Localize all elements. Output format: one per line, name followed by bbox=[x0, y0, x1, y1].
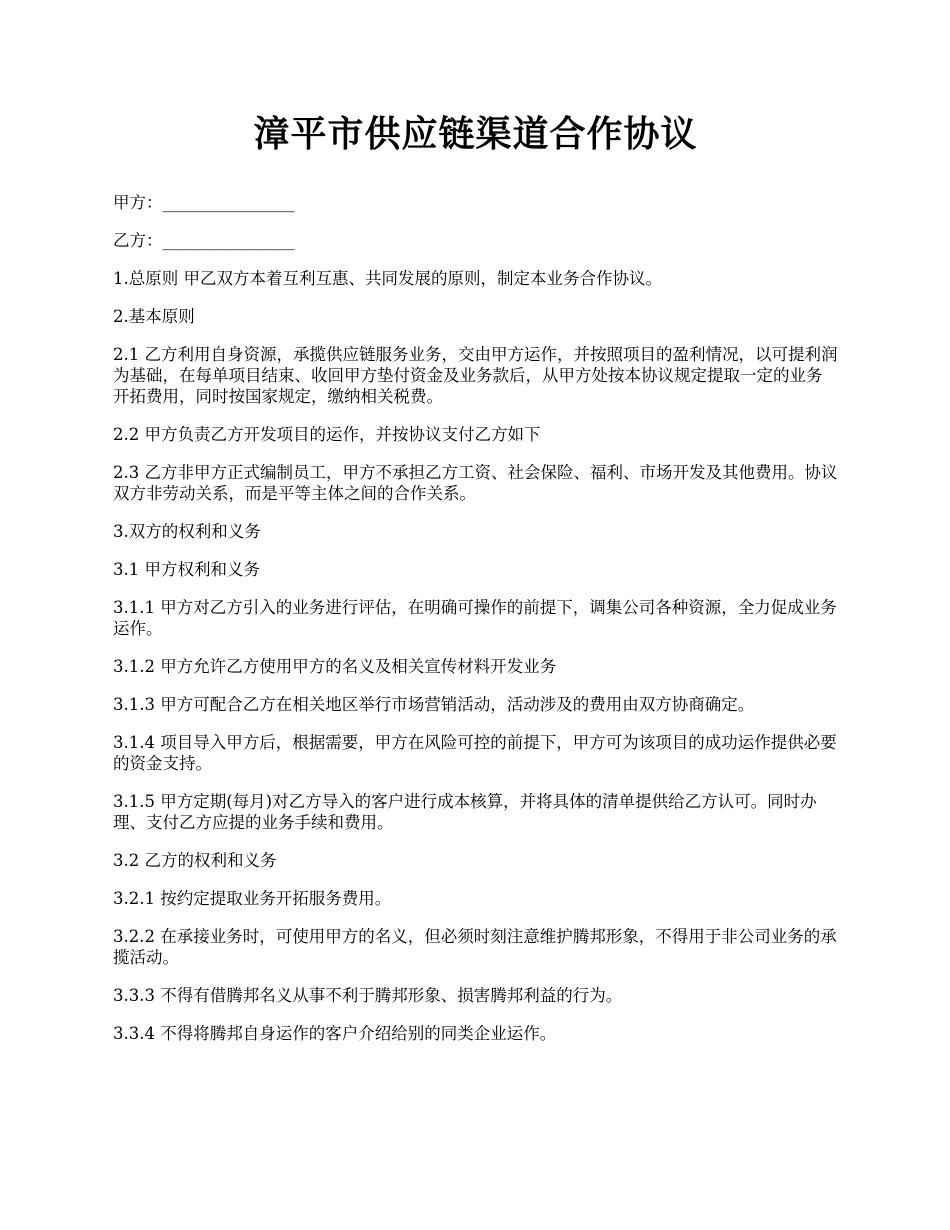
document-title: 漳平市供应链渠道合作协议 bbox=[253, 113, 698, 155]
clause-3-1-5: 3.1.5 甲方定期(每月)对乙方导入的客户进行成本核算，并将具体的清单提供给乙方认可。同时办理、支付乙方应提的业务手续和费用。 bbox=[113, 792, 817, 832]
party-a-line: 甲方：________________ bbox=[113, 193, 295, 212]
clause-3-2-heading: 3.2 乙方的权利和义务 bbox=[113, 851, 277, 870]
clause-3-1-3: 3.1.3 甲方可配合乙方在相关地区举行市场营销活动，活动涉及的费用由双方协商确定。 bbox=[113, 695, 755, 714]
clause-3-2-2: 3.2.2 在承接业务时，可使用甲方的名义，但必须时刻注意维护腾邦形象，不得用于非公司业务的承揽活动。 bbox=[113, 927, 837, 967]
clause-2-heading: 2.基本原则 bbox=[113, 307, 195, 326]
clause-2-3: 2.3 乙方非甲方正式编制员工，甲方不承担乙方工资、社会保险、福利、市场开发及其他费用。协议双方非劳动关系，而是平等主体之间的合作关系。 bbox=[113, 463, 838, 503]
clause-3-2-1: 3.2.1 按约定提取业务开拓服务费用。 bbox=[113, 889, 392, 908]
clause-3-1-4: 3.1.4 项目导入甲方后，根据需要，甲方在风险可控的前提下，甲方可为该项目的成功运作提供必要的资金支持。 bbox=[113, 733, 837, 773]
clause-3-3-4: 3.3.4 不得将腾邦自身运作的客户介绍给别的同类企业运作。 bbox=[113, 1024, 557, 1043]
party-b-line: 乙方：________________ bbox=[113, 231, 295, 250]
clause-1-general-principle: 1.总原则 甲乙双方本着互利互惠、共同发展的原则，制定本业务合作协议。 bbox=[113, 269, 662, 288]
clause-2-1: 2.1 乙方利用自身资源，承揽供应链服务业务，交由甲方运作，并按照项目的盈利情况，以可提利润为基础，在每单项目结束、收回甲方垫付资金及业务款后，从甲方处按本协议规定提取一定的业务开拓费用，同时按国家规定，缴纳相关税费。 bbox=[113, 345, 838, 406]
clause-3-1-2: 3.1.2 甲方允许乙方使用甲方的名义及相关宣传材料开发业务 bbox=[113, 657, 557, 676]
clause-3-3-3: 3.3.3 不得有借腾邦名义从事不利于腾邦形象、损害腾邦利益的行为。 bbox=[113, 986, 623, 1005]
clause-3-heading: 3.双方的权利和义务 bbox=[113, 522, 261, 541]
clause-3-1-1: 3.1.1 甲方对乙方引入的业务进行评估，在明确可操作的前提下，调集公司各种资源，全力促成业务运作。 bbox=[113, 598, 837, 638]
clause-2-2: 2.2 甲方负责乙方开发项目的运作，并按协议支付乙方如下 bbox=[113, 425, 541, 444]
clause-3-1-heading: 3.1 甲方权利和义务 bbox=[113, 560, 260, 579]
